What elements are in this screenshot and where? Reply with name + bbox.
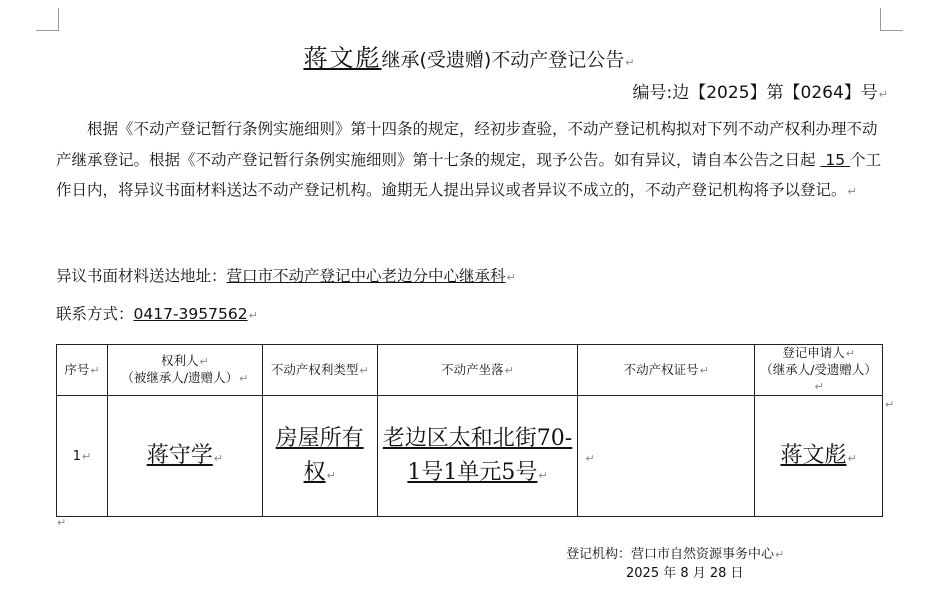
cell-location: 老边区太和北街70-1号1单元5号↵ [377, 396, 578, 517]
registration-authority: 登记机构：营口市自然资源事务中心↵ [566, 547, 785, 562]
title-name: 蒋文彪 [303, 44, 382, 72]
header-location: 不动产坐落↵ [377, 345, 578, 396]
table-header-row [57, 345, 883, 396]
notice-date: 2025 年 8 月 28 日 [626, 566, 744, 581]
address-label: 异议书面材料送达地址： [56, 267, 227, 285]
notice-body-paragraph [56, 114, 886, 208]
page-corner-mark-top-right [880, 8, 903, 31]
page-corner-mark-top-left [36, 8, 59, 31]
body-text-part1: 根据《不动产登记暂行条例实施细则》第十四条的规定，经初步查验，不动产登记机构拟对下列不动产权利办理不动产继承登记。根据《不动产登记暂行条例实施细则》第十七条的规定，现予公告。如有异议，请自本公告之日起 [56, 120, 878, 169]
contact-info [56, 302, 258, 324]
header-holder: 权利人↵ （被继承人/遗赠人）↵ [107, 345, 262, 396]
document-number [633, 78, 888, 103]
cell-cert-no: ↵ [578, 396, 755, 517]
body-text-part2: 个工作日内，将异议书面材料送达不动产登记机构。逾期无人提出异议或者异议不成立的，不动产登记机构将予以登记。 [56, 150, 882, 199]
paragraph-mark-icon: ↵ [506, 271, 516, 284]
paragraph-mark-icon: ↵ [847, 185, 857, 198]
header-applicant: 登记申请人↵ （继承人/受遗赠人）↵ [755, 345, 883, 396]
title-text: 继承(受遗赠)不动产登记公告 [381, 49, 625, 71]
notice-title [0, 38, 938, 73]
table-row [57, 396, 883, 517]
registration-table [56, 344, 883, 517]
cell-holder: 蒋守学↵ [107, 396, 262, 517]
paragraph-mark-icon: ↵ [248, 309, 258, 322]
document-number-text: 编号:边【2025】第【0264】号 [632, 83, 878, 103]
address-value: 营口市不动产登记中心老边分中心继承科 [226, 267, 506, 285]
paragraph-mark-icon: ↵ [57, 516, 67, 529]
contact-phone: 0417-3957562 [133, 305, 248, 323]
cell-right-type: 房屋所有权↵ [262, 396, 377, 517]
paragraph-mark-icon: ↵ [625, 56, 635, 69]
header-seq: 序号↵ [57, 345, 108, 396]
cell-seq: 1↵ [57, 396, 108, 517]
objection-days: 15 [825, 150, 846, 169]
paragraph-mark-icon: ↵ [878, 88, 888, 101]
objection-address [56, 264, 516, 286]
cell-applicant: 蒋文彪↵ [755, 396, 883, 517]
contact-label: 联系方式： [56, 305, 134, 323]
paragraph-mark-icon: ↵ [885, 398, 895, 411]
header-right-type: 不动产权利类型↵ [262, 345, 377, 396]
header-cert-no: 不动产权证号↵ [578, 345, 755, 396]
